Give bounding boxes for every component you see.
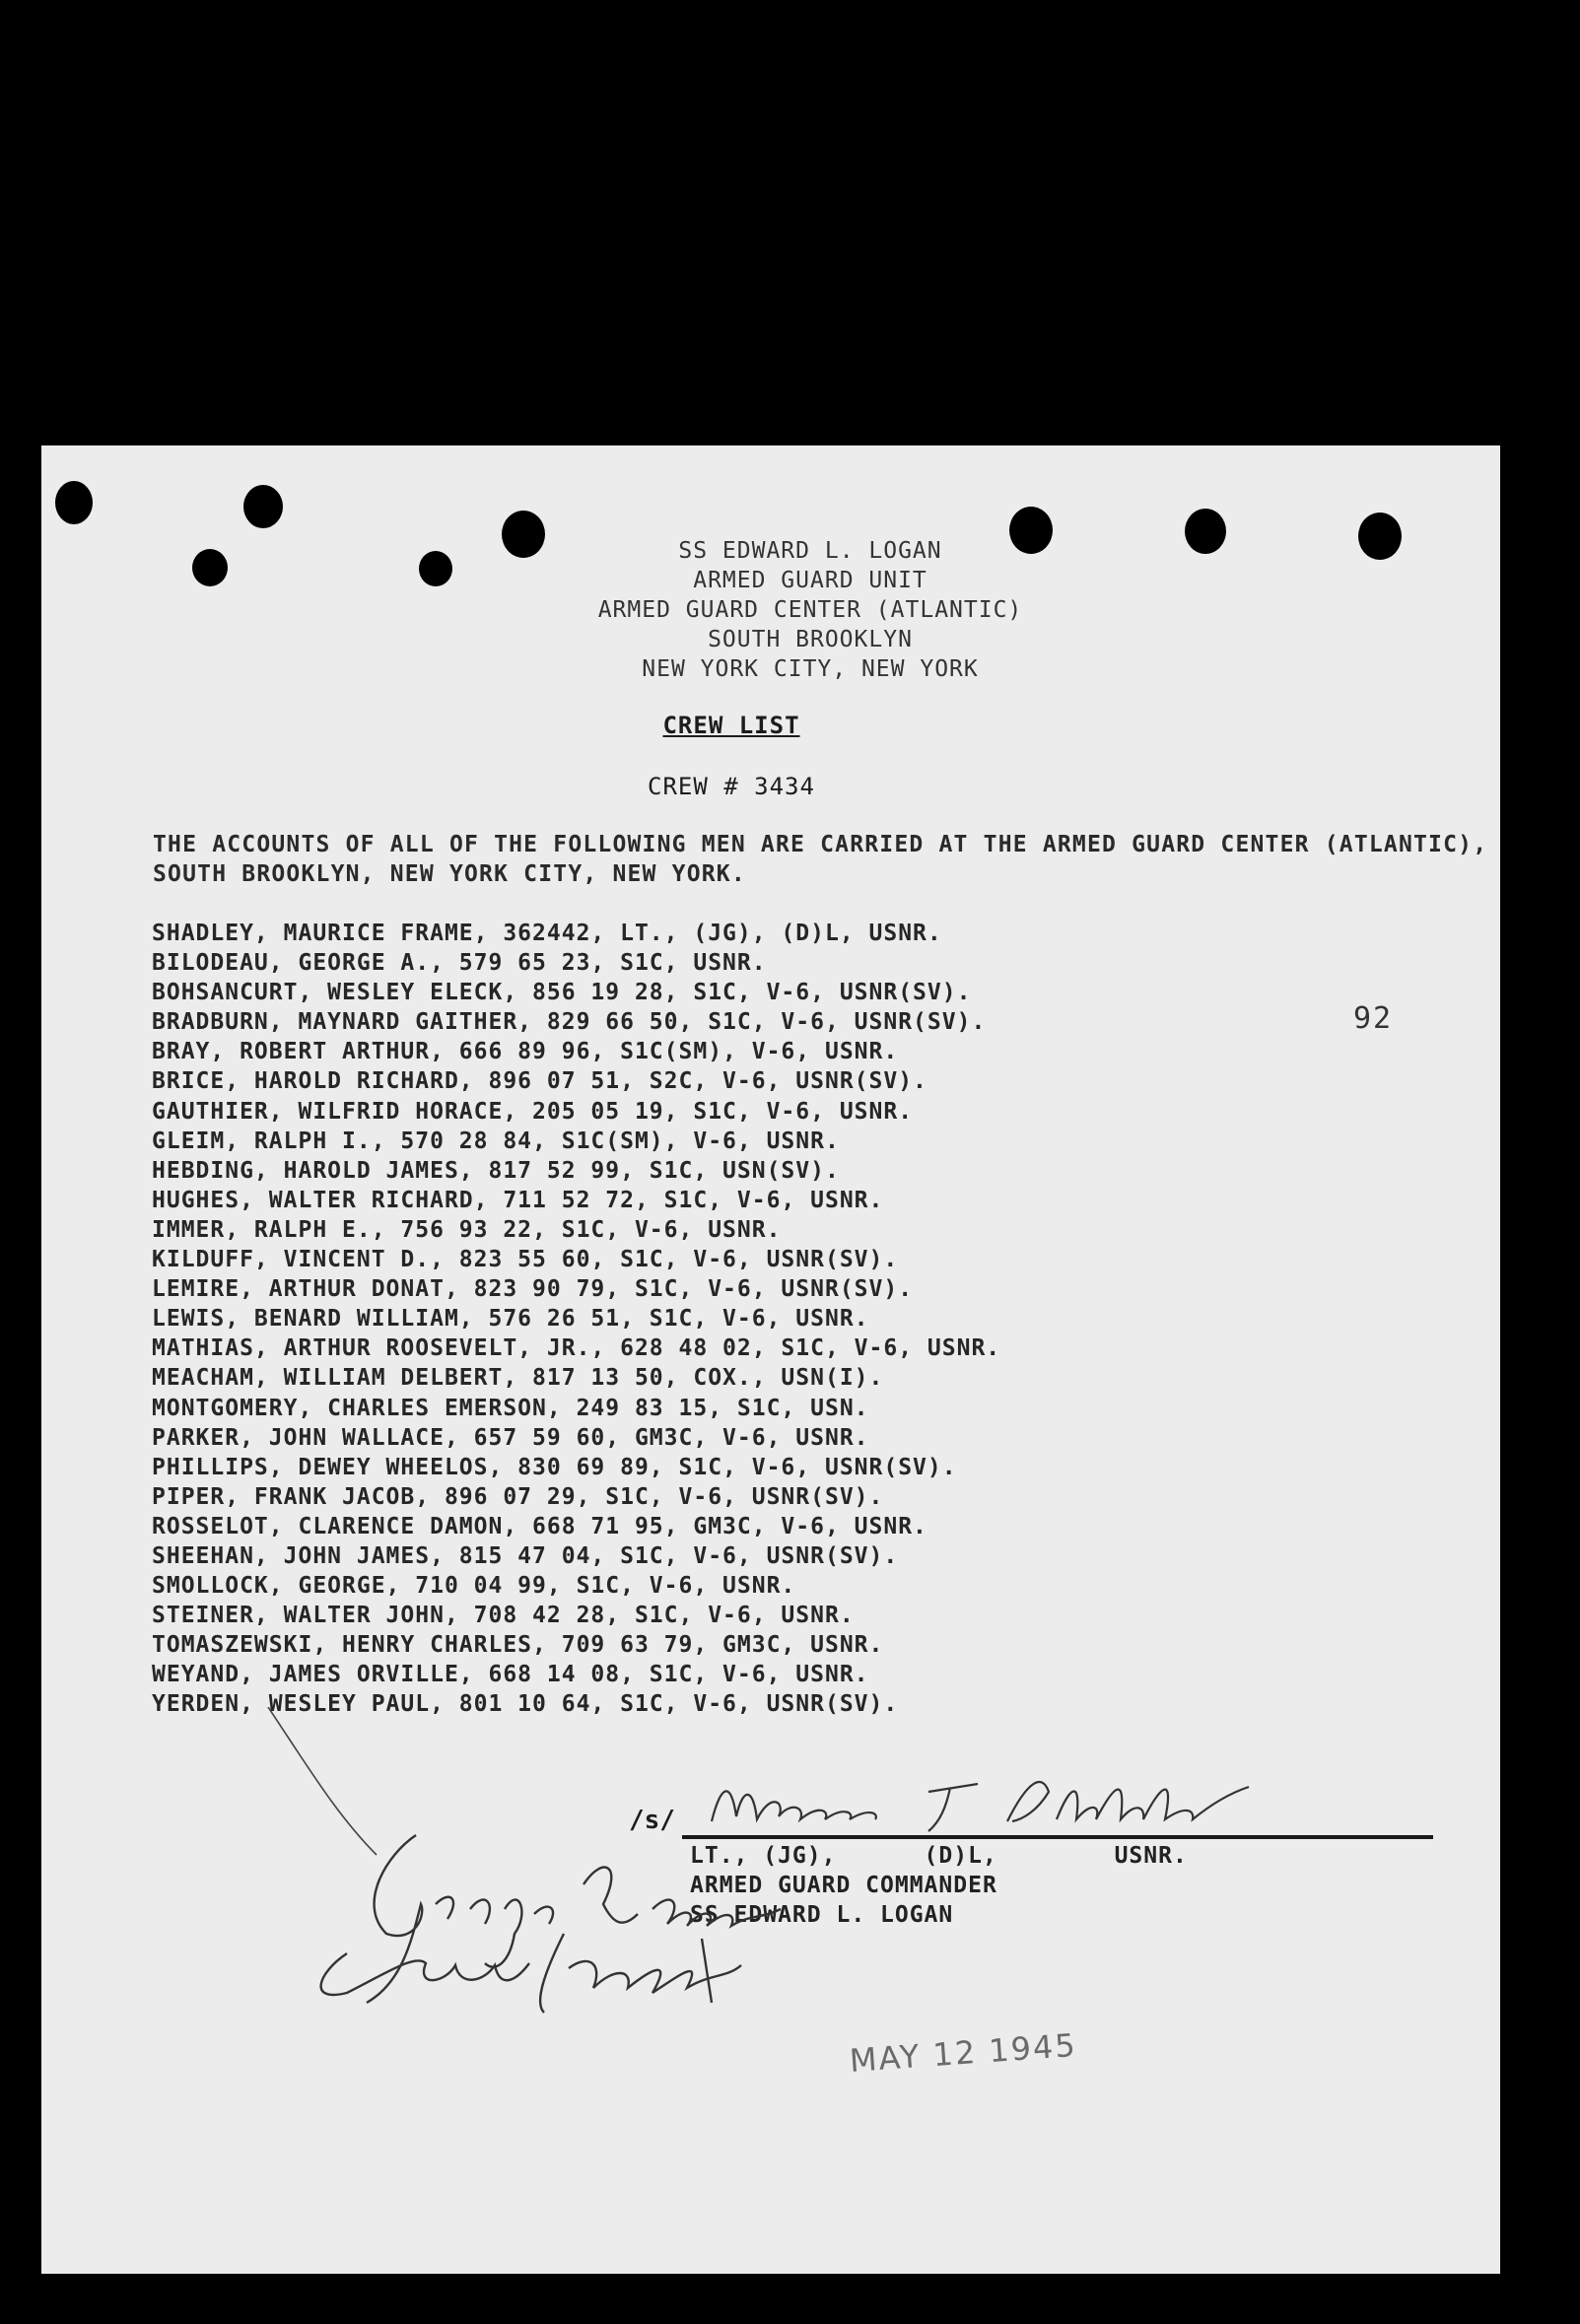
- crew-entry: GAUTHIER, WILFRID HORACE, 205 05 19, S1C, V-6, USNR.: [152, 1098, 914, 1125]
- signature-ship: SS EDWARD L. LOGAN: [690, 1902, 954, 1928]
- crew-entry: BOHSANCURT, WESLEY ELECK, 856 19 28, S1C, V-6, USNR(SV).: [152, 980, 972, 1006]
- crew-entry: PHILLIPS, DEWEY WHEELOS, 830 69 89, S1C, V-6, USNR(SV).: [152, 1454, 957, 1480]
- crew-entry: GLEIM, RALPH I., 570 28 84, S1C(SM), V-6, USNR.: [152, 1128, 840, 1154]
- document-page: [41, 445, 1500, 2274]
- crew-entry: LEWIS, BENARD WILLIAM, 576 26 51, S1C, V-6, USNR.: [152, 1306, 869, 1333]
- crew-entry: YERDEN, WESLEY PAUL, 801 10 64, S1C, V-6, USNR(SV).: [152, 1691, 899, 1718]
- inspector-handwritten-signature: [189, 1707, 859, 2022]
- punch-hole: [1358, 513, 1402, 560]
- signature-title: ARMED GUARD COMMANDER: [690, 1873, 997, 1898]
- punch-hole: [1185, 509, 1226, 554]
- crew-entry: SHEEHAN, JOHN JAMES, 815 47 04, S1C, V-6, USNR(SV).: [152, 1542, 899, 1569]
- header-unit: ARMED GUARD UNIT: [693, 568, 927, 593]
- crew-entry: SHADLEY, MAURICE FRAME, 362442, LT., (JG), (D)L, USNR.: [152, 921, 942, 946]
- date-received-stamp: MAY 12 1945: [848, 2025, 1078, 2080]
- crew-entry: IMMER, RALPH E., 756 93 22, S1C, V-6, USNR.: [152, 1216, 782, 1243]
- header-ship: SS EDWARD L. LOGAN: [678, 538, 942, 564]
- header-city: NEW YORK CITY, NEW YORK: [642, 656, 979, 682]
- crew-entry: BRICE, HAROLD RICHARD, 896 07 51, S2C, V-6, USNR(SV).: [152, 1068, 927, 1095]
- document-header: [436, 536, 1185, 684]
- crew-entry: BRADBURN, MAYNARD GAITHER, 829 66 50, S1C, V-6, USNR(SV).: [152, 1009, 987, 1036]
- crew-entry: ROSSELOT, CLARENCE DAMON, 668 71 95, GM3C, V-6, USNR.: [152, 1513, 927, 1539]
- crew-entry: SMOLLOCK, GEORGE, 710 04 99, S1C, V-6, USNR.: [152, 1573, 796, 1600]
- crew-entry: HUGHES, WALTER RICHARD, 711 52 72, S1C, V-6, USNR.: [152, 1187, 884, 1213]
- header-center: ARMED GUARD CENTER (ATLANTIC): [597, 597, 1023, 623]
- crew-entry: HEBDING, HAROLD JAMES, 817 52 99, S1C, USN(SV).: [152, 1157, 840, 1184]
- punch-hole: [55, 481, 93, 524]
- crew-entry: MATHIAS, ARTHUR ROOSEVELT, JR., 628 48 02, S1C, V-6, USNR.: [152, 1335, 1001, 1362]
- crew-entry: KILDUFF, VINCENT D., 823 55 60, S1C, V-6, USNR(SV).: [152, 1247, 899, 1273]
- crew-roster: [152, 919, 1384, 1720]
- crew-entry: PIPER, FRANK JACOB, 896 07 29, S1C, V-6, USNR(SV).: [152, 1483, 884, 1510]
- crew-entry: PARKER, JOHN WALLACE, 657 59 60, GM3C, V-6, USNR.: [152, 1424, 869, 1451]
- crew-entry: MEACHAM, WILLIAM DELBERT, 817 13 50, COX., USN(I).: [152, 1365, 884, 1392]
- crew-entry: LEMIRE, ARTHUR DONAT, 823 90 79, S1C, V-6, USNR(SV).: [152, 1276, 914, 1303]
- crew-entry: BILODEAU, GEORGE A., 579 65 23, S1C, USNR.: [152, 950, 767, 977]
- header-location: SOUTH BROOKLYN: [708, 627, 913, 652]
- punch-hole: [243, 485, 283, 528]
- crew-entry: STEINER, WALTER JOHN, 708 42 28, S1C, V-6, USNR.: [152, 1603, 855, 1629]
- document-title: CREW LIST: [662, 712, 800, 739]
- signature-prefix: /s/: [629, 1806, 675, 1835]
- crew-entry: TOMASZEWSKI, HENRY CHARLES, 709 63 79, GM3C, USNR.: [152, 1632, 884, 1659]
- crew-entry: BRAY, ROBERT ARTHUR, 666 89 96, S1C(SM), V-6, USNR.: [152, 1039, 899, 1065]
- signature-rank: LT., (JG), (D)L, USNR.: [690, 1843, 1188, 1869]
- crew-entry: WEYAND, JAMES ORVILLE, 668 14 08, S1C, V-6, USNR.: [152, 1662, 869, 1688]
- crew-entry: MONTGOMERY, CHARLES EMERSON, 249 83 15, S1C, USN.: [152, 1395, 869, 1421]
- punch-hole: [192, 549, 228, 586]
- margin-page-number: 92: [1353, 1001, 1394, 1036]
- intro-paragraph: THE ACCOUNTS OF ALL OF THE FOLLOWING MEN ARE CARRIED AT THE ARMED GUARD CENTER (ATLANTIC), SOUTH BROOKLYN, NEW YORK CITY, NEW YORK.: [153, 832, 1488, 887]
- crew-number: CREW # 3434: [648, 773, 815, 800]
